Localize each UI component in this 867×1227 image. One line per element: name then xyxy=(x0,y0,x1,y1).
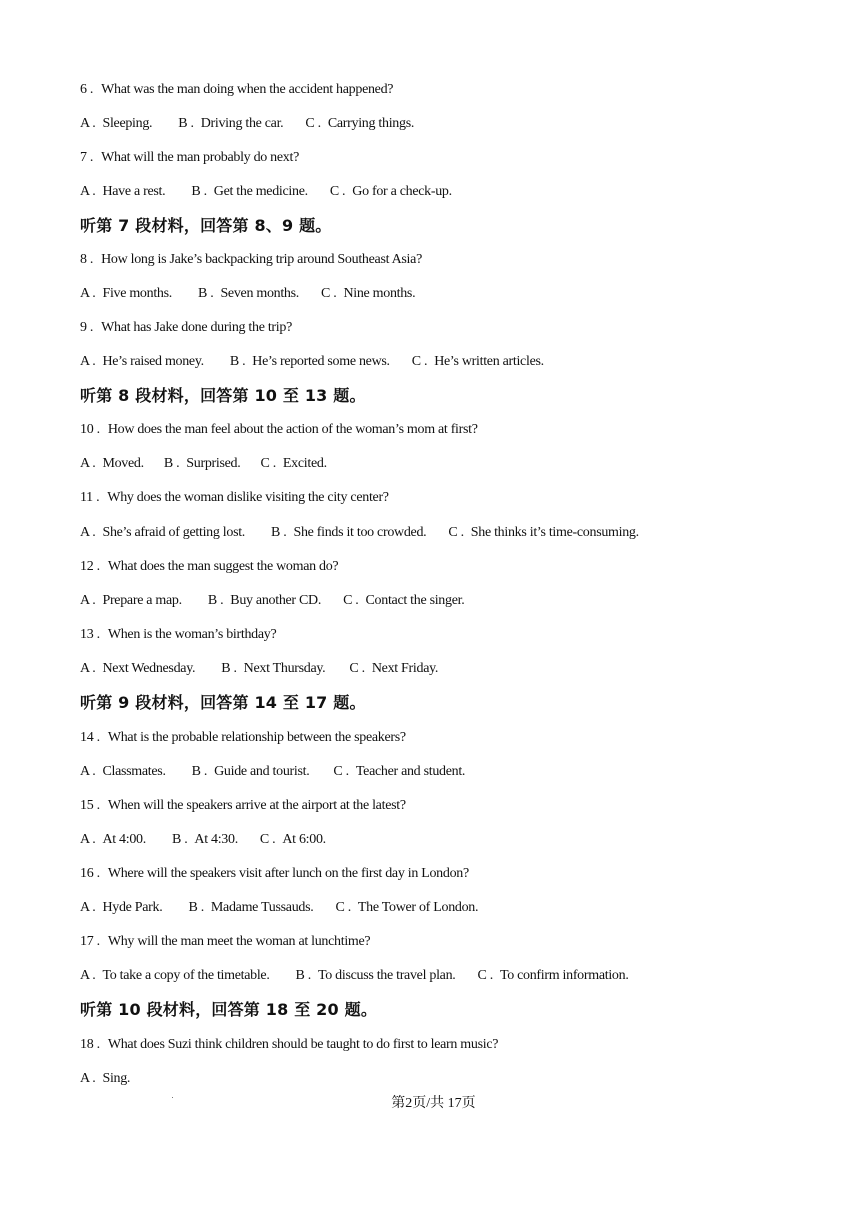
question-text: What is the probable relationship between the speakers? xyxy=(107,730,406,745)
option-text: Driving the car. xyxy=(200,116,284,131)
option-letter: A . xyxy=(80,900,96,915)
option-text: Go for a check-up. xyxy=(352,184,452,199)
answer-option xyxy=(80,115,152,133)
question-text: What does Suzi think children should be taught to do first to learn music? xyxy=(107,1037,499,1052)
question-line xyxy=(80,626,276,644)
section-heading: 听第 9 段材料，回答第 14 至 17 题。 xyxy=(80,693,366,712)
option-text: Seven months. xyxy=(220,286,299,301)
question-number: 6 . xyxy=(80,82,94,97)
answer-option xyxy=(191,183,307,201)
question-number: 14 . xyxy=(80,730,100,745)
option-letter: C . xyxy=(411,354,428,369)
question-line xyxy=(80,729,406,747)
option-text: Contact the singer. xyxy=(365,593,465,608)
answer-option xyxy=(260,455,326,473)
question-line xyxy=(80,865,469,883)
question-line xyxy=(80,933,370,951)
option-letter: B . xyxy=(191,764,208,779)
answer-option xyxy=(164,455,241,473)
option-text: Sleeping. xyxy=(102,116,153,131)
answer-option xyxy=(80,967,270,985)
question-number: 10 . xyxy=(80,422,100,437)
option-text: Next Friday. xyxy=(371,661,439,676)
options-row xyxy=(80,353,544,371)
option-letter: C . xyxy=(335,900,351,915)
option-text: Guide and tourist. xyxy=(214,764,310,779)
question-text: What has Jake done during the trip? xyxy=(101,320,292,335)
option-letter: C . xyxy=(260,456,276,471)
options-row xyxy=(80,967,629,985)
answer-option xyxy=(477,967,628,985)
option-letter: B . xyxy=(271,525,287,540)
option-text: Carrying things. xyxy=(327,116,415,131)
answer-option xyxy=(80,1070,130,1088)
option-letter: B . xyxy=(178,116,194,131)
option-letter: C . xyxy=(477,968,493,983)
option-text: Buy another CD. xyxy=(230,593,322,608)
question-text: What does the man suggest the woman do? xyxy=(107,559,339,574)
option-letter: B . xyxy=(171,832,188,847)
answer-option xyxy=(192,763,310,781)
option-text: He’s written articles. xyxy=(434,354,544,369)
question-line xyxy=(80,421,478,439)
option-text: He’s raised money. xyxy=(102,354,204,369)
answer-option xyxy=(296,967,456,985)
options-row xyxy=(80,1070,130,1088)
option-text: At 6:00. xyxy=(282,832,326,847)
option-letter: B . xyxy=(163,456,180,471)
option-text: Five months. xyxy=(102,286,172,301)
question-text: When will the speakers arrive at the airport at the latest? xyxy=(107,798,406,813)
option-text: Prepare a map. xyxy=(102,593,182,608)
option-letter: A . xyxy=(80,456,96,471)
options-row xyxy=(80,660,438,678)
option-text: She’s afraid of getting lost. xyxy=(102,525,246,540)
question-text: How does the man feel about the action of the woman’s mom at first? xyxy=(107,422,478,437)
option-letter: A . xyxy=(80,286,96,301)
question-number: 12 . xyxy=(80,559,100,574)
question-line xyxy=(80,251,422,269)
options-row xyxy=(80,831,326,849)
question-text: What will the man probably do next? xyxy=(101,150,299,165)
option-letter: A . xyxy=(80,661,96,676)
option-text: Next Wednesday. xyxy=(102,661,196,676)
answer-option xyxy=(80,763,166,781)
question-number: 7 . xyxy=(80,150,94,165)
option-text: Get the medicine. xyxy=(213,184,308,199)
option-text: Surprised. xyxy=(186,456,241,471)
option-text: Have a rest. xyxy=(102,184,166,199)
answer-option xyxy=(80,353,204,371)
option-letter: C . xyxy=(305,116,321,131)
option-letter: C . xyxy=(333,764,349,779)
question-text: Where will the speakers visit after lunch on the first day in London? xyxy=(107,866,469,881)
option-text: At 4:30. xyxy=(194,832,238,847)
question-number: 8 . xyxy=(80,252,94,267)
option-letter: A . xyxy=(80,968,96,983)
option-text: Madame Tussauds. xyxy=(210,900,314,915)
option-text: She thinks it’s time-consuming. xyxy=(470,525,639,540)
answer-option xyxy=(349,660,438,678)
option-letter: A . xyxy=(80,832,96,847)
answer-option xyxy=(335,899,478,917)
question-line xyxy=(80,81,393,99)
question-text: How long is Jake’s backpacking trip around Southeast Asia? xyxy=(101,252,422,267)
options-row xyxy=(80,763,465,781)
answer-option xyxy=(80,455,144,473)
answer-option xyxy=(260,831,326,849)
option-text: Teacher and student. xyxy=(355,764,466,779)
option-text: Hyde Park. xyxy=(102,900,163,915)
question-number: 16 . xyxy=(80,866,100,881)
options-row xyxy=(80,899,478,917)
section-heading: 听第 8 段材料，回答第 10 至 13 题。 xyxy=(80,386,366,405)
question-text: When is the woman’s birthday? xyxy=(107,627,277,642)
answer-option xyxy=(172,831,238,849)
option-letter: A . xyxy=(80,1071,96,1086)
option-text: Excited. xyxy=(282,456,327,471)
question-line xyxy=(80,489,389,507)
options-row xyxy=(80,183,452,201)
option-letter: A . xyxy=(80,184,96,199)
options-row xyxy=(80,115,414,133)
option-text: Nine months. xyxy=(343,286,416,301)
question-line xyxy=(80,797,406,815)
answer-option xyxy=(198,285,299,303)
answer-option xyxy=(321,285,415,303)
option-letter: C . xyxy=(343,593,359,608)
answer-option xyxy=(448,524,639,542)
option-letter: C . xyxy=(448,525,464,540)
section-heading: 听第 10 段材料，回答第 18 至 20 题。 xyxy=(80,1000,378,1019)
option-letter: C . xyxy=(320,286,337,301)
question-number: 18 . xyxy=(80,1037,100,1052)
question-line xyxy=(80,1036,498,1054)
option-text: Classmates. xyxy=(102,764,166,779)
option-letter: B . xyxy=(207,593,224,608)
option-letter: A . xyxy=(80,354,96,369)
question-number: 15 . xyxy=(80,798,100,813)
answer-option xyxy=(221,660,325,678)
question-line xyxy=(80,149,299,167)
option-letter: B . xyxy=(221,661,237,676)
answer-option xyxy=(230,353,390,371)
options-row xyxy=(80,455,327,473)
answer-option xyxy=(80,592,182,610)
answer-option xyxy=(178,115,283,133)
question-number: 9 . xyxy=(80,320,94,335)
question-text: What was the man doing when the accident happened? xyxy=(101,82,394,97)
answer-option xyxy=(80,524,245,542)
answer-option xyxy=(80,899,162,917)
question-text: Why will the man meet the woman at lunchtime? xyxy=(107,934,371,949)
answer-option xyxy=(208,592,321,610)
option-text: To take a copy of the timetable. xyxy=(102,968,270,983)
page-footer: 第2页/共 17页 xyxy=(391,1096,476,1111)
answer-option xyxy=(80,831,146,849)
option-text: He’s reported some news. xyxy=(252,354,390,369)
answer-option xyxy=(305,115,414,133)
answer-option xyxy=(333,763,465,781)
answer-option xyxy=(80,660,195,678)
options-row xyxy=(80,524,639,542)
answer-option xyxy=(271,524,426,542)
option-text: To discuss the travel plan. xyxy=(317,968,456,983)
option-letter: B . xyxy=(295,968,311,983)
option-text: Next Thursday. xyxy=(243,661,326,676)
answer-option xyxy=(330,183,452,201)
section-heading: 听第 7 段材料，回答第 8、9 题。 xyxy=(80,216,332,235)
options-row xyxy=(80,592,464,610)
answer-option xyxy=(343,592,464,610)
option-letter: B . xyxy=(188,900,204,915)
option-letter: C . xyxy=(259,832,276,847)
question-number: 13 . xyxy=(80,627,100,642)
answer-option xyxy=(188,899,313,917)
option-letter: A . xyxy=(80,764,96,779)
option-letter: C . xyxy=(349,661,365,676)
option-letter: B . xyxy=(197,286,214,301)
options-row xyxy=(80,285,415,303)
question-text: Why does the woman dislike visiting the city center? xyxy=(107,490,389,505)
question-number: 11 . xyxy=(80,490,100,505)
answer-option xyxy=(80,285,172,303)
option-text: Moved. xyxy=(102,456,144,471)
option-letter: C . xyxy=(329,184,346,199)
answer-option xyxy=(80,183,165,201)
option-letter: B . xyxy=(191,184,207,199)
option-text: To confirm information. xyxy=(499,968,629,983)
option-text: Sing. xyxy=(102,1071,131,1086)
option-text: She finds it too crowded. xyxy=(293,525,427,540)
option-letter: A . xyxy=(80,525,96,540)
question-line xyxy=(80,319,292,337)
question-line xyxy=(80,558,338,576)
question-number: 17 . xyxy=(80,934,100,949)
option-text: The Tower of London. xyxy=(357,900,479,915)
option-letter: A . xyxy=(80,593,96,608)
option-text: At 4:00. xyxy=(102,832,146,847)
answer-option xyxy=(412,353,544,371)
option-letter: A . xyxy=(80,116,96,131)
option-letter: B . xyxy=(229,354,246,369)
